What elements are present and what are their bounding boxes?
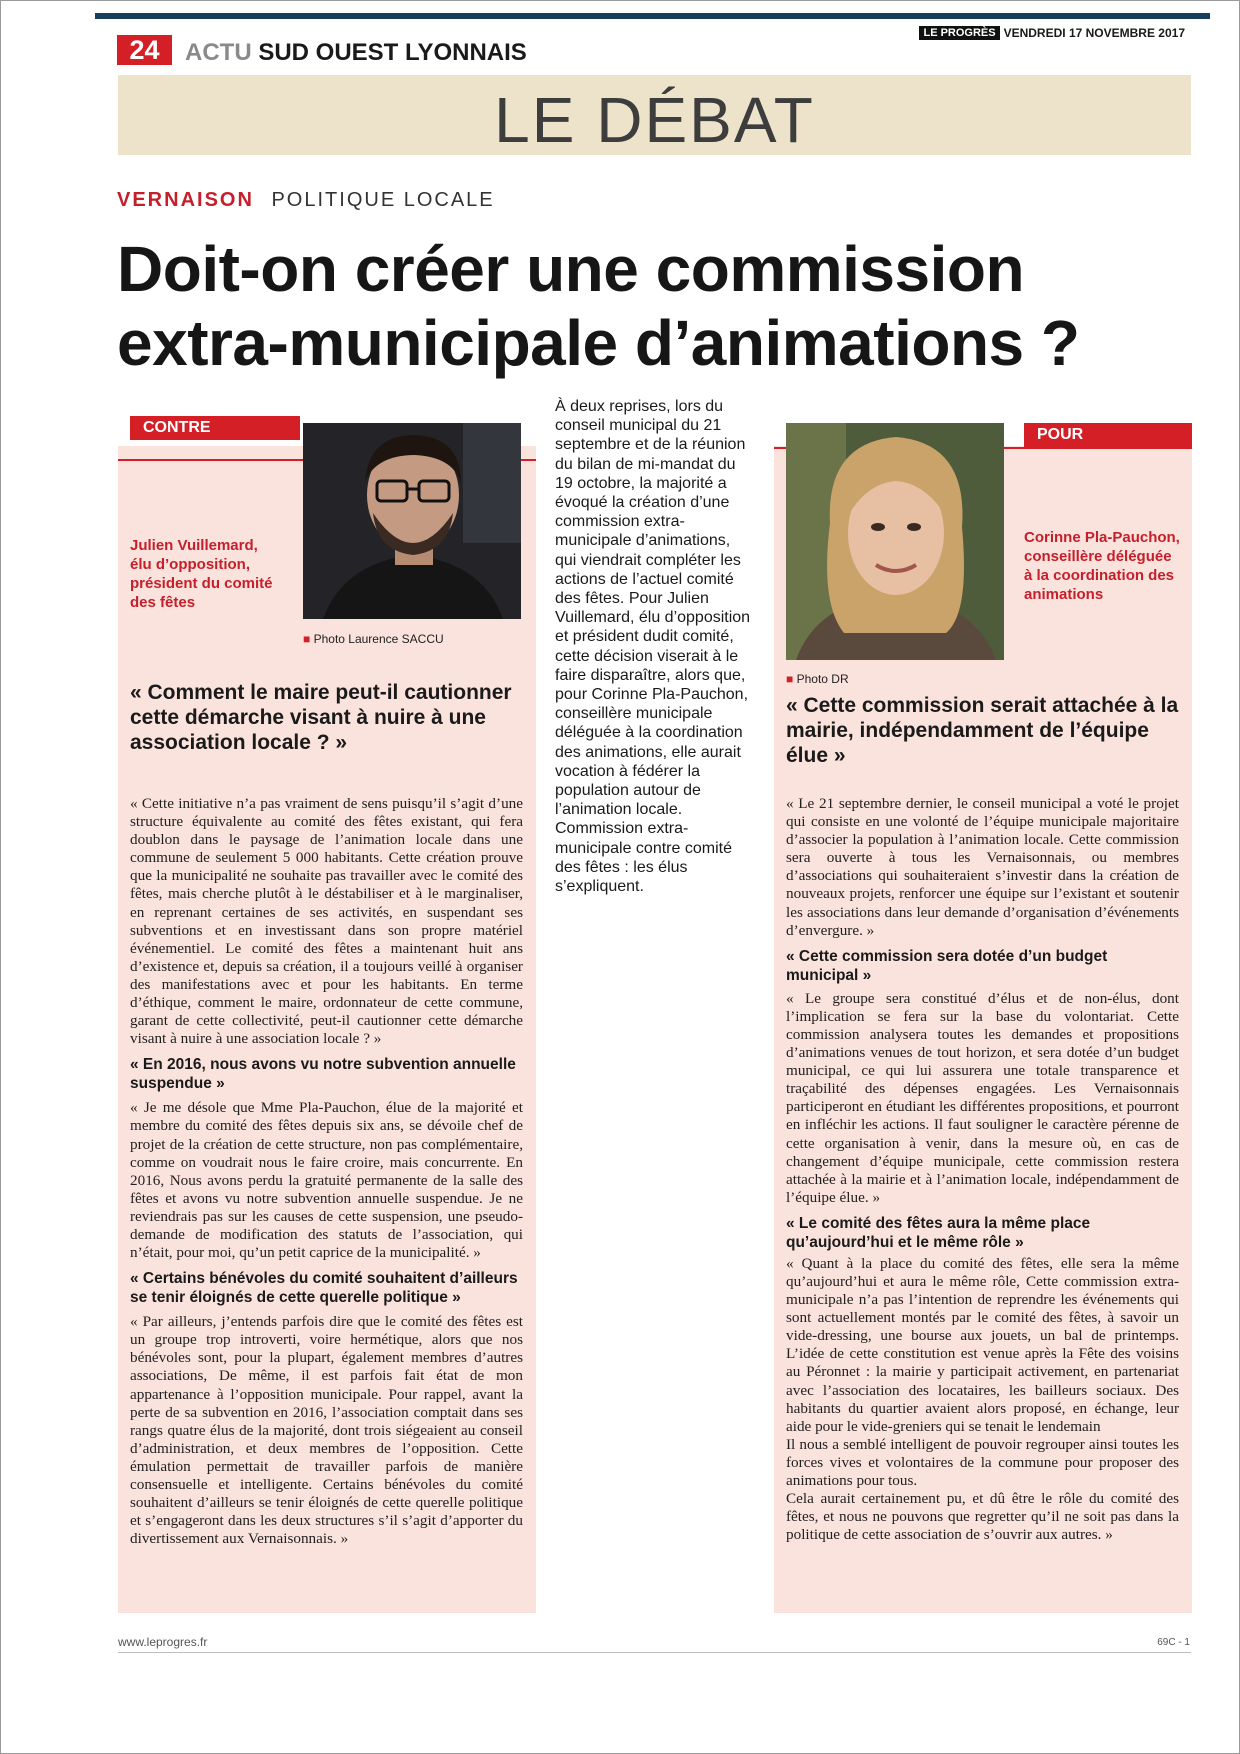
top-rule	[95, 13, 1210, 19]
kicker-place: VERNAISON	[117, 189, 254, 211]
section-header	[185, 38, 527, 68]
contre-subhead-2: « Certains bénévoles du comité souhaitent d’ailleurs se tenir éloignés de cette querelle politique »	[130, 1270, 518, 1307]
pour-pull-quote: « Cette commission serait attachée à la mairie, indépendamment de l’équipe élue »	[786, 694, 1179, 767]
headline: Doit-on créer une commission extra-municipale d’animations ?	[117, 233, 1080, 379]
pour-paragraph-5: Cela aurait certainement pu, et dû être le rôle du comité des fêtes, et nous ne pouvons que regretter qu’il ne soit pas dans la politique de cette association de s’ouvrir aux autres. »	[786, 1490, 1179, 1544]
contre-subhead-1: « En 2016, nous avons vu notre subvention annuelle suspendue »	[130, 1056, 516, 1093]
pour-paragraph-3: « Quant à la place du comité des fêtes, elle sera la même qu’aujourd’hui et aura le même rôle, Cette commission extra-municipale n’a pas l’intention de reprendre les événements qui sont actuellement montés par le comité des fêtes, à savoir un vide-dressing, une bourse aux jouets, un bal de printemps. L’idée de cette constitution est venue après la Fête des voisins au Péronnet : la mairie y participait activement, en partenariat avec l’association des locataires, les bailleurs sociaux. Des habitants du quartier avaient alors proposé, en échange, leur aide pour le vide-greniers qui se tenait le lendemain	[786, 1254, 1179, 1435]
portrait-julien-vuillemard	[303, 423, 521, 619]
photo-credit-contre: ■ Photo Laurence SACCU	[303, 632, 444, 646]
footer-rule	[118, 1652, 1191, 1653]
section-muted: ACTU	[185, 39, 252, 66]
photo-credit-contre-text: Photo Laurence SACCU	[313, 632, 444, 646]
pour-paragraph-4: Il nous a semblé intelligent de pouvoir regrouper ainsi toutes les forces vives et volontaires de la commune pour proposer des animations pour tous.	[786, 1435, 1179, 1489]
contre-paragraph-3: « Par ailleurs, j’entends parfois dire que le comité des fêtes est un groupe trop introverti, voire hermétique, alors que nos bénévoles sont, pour la plupart, également membres d’autres associations, De même, il est parfois fait état de mon appartenance à l’opposition municipale. Pour rappel, avant la perte de sa subvention en 2016, l’association comptait dans ses rangs quatre élus de la majorité, dont trois siégeaient au conseil d’administration, et deux membres de l’opposition. Cette émulation permettait de travailler parfois de manière consensuelle et intelligente. Certains bénévoles du comité souhaitent d’ailleurs se tenir éloignés de cette querelle politique et s’engageront dans les deux structures s’il s’agit d’apporter du divertissement aux Vernaisonnais. »	[130, 1313, 523, 1548]
contre-paragraph-1: « Cette initiative n’a pas vraiment de sens puisqu’il s’agit d’une structure équivalente au comité des fêtes existant, qui fera doublon dans le paysage de l’animation locale dans une commune de seulement 5 000 habitants. Cette création prouve que la municipalité ne souhaite pas travailler avec le comité des fêtes, mais cherche plutôt à le déstabiliser et à le marginaliser, en reprenant certaines de ses activités, en suspendant ses subventions et en investissant dans son propre matériel événementiel. Le comité des fêtes a maintenant huit ans d’existence et, depuis sa création, il a toujours veillé à organiser des manifestations avec et pour les habitants. En terme d’éthique, comment le maire, ordonnateur de cette commune, garant de cette collectivité, peut-il cautionner cette démarche visant à nuire à une association locale ? »	[130, 795, 523, 1048]
section-title: SUD OUEST LYONNAIS	[258, 39, 527, 66]
pour-tag: POUR	[1024, 423, 1192, 447]
contre-person: Julien Vuillemard, élu d’opposition, président du comité des fêtes	[130, 537, 273, 611]
pour-subhead-1: « Cette commission sera dotée d’un budget municipal »	[786, 947, 1108, 984]
pour-subhead-2: « Le comité des fêtes aura la même place qu’aujourd’hui et le même rôle »	[786, 1214, 1091, 1251]
intro-text: À deux reprises, lors du conseil municipal du 21 septembre et de la réunion du bilan de mi-mandat du 19 octobre, la majorité a évoqué la création d’une commission extra-municipale d’animations, qui viendrait compléter les actions de l’actuel comité des fêtes. Pour Julien Vuillemard, élu d’opposition et président dudit comité, cette décision viserait à le faire disparaître, alors que, pour Corinne Pla-Pauchon, conseillère municipale déléguée à la coordination des animations, elle aurait vocation à fédérer la population autour de l’animation locale. Commission extra-municipale contre comité des fêtes : les élus s’expliquent.	[555, 398, 751, 896]
contre-body	[130, 795, 523, 1548]
photo-credit-pour: ■ Photo DR	[786, 672, 849, 686]
pour-person: Corinne Pla-Pauchon, conseillère déléguée à la coordination des animations	[1024, 529, 1180, 603]
portrait-illustration	[303, 423, 521, 619]
debat-title: LE DÉBAT	[494, 84, 815, 156]
pour-paragraph-1: « Le 21 septembre dernier, le conseil municipal a voté le projet qui consiste en une volonté de l’équipe municipale majoritaire d’associer la population à l’animation locale. Cette commission sera ouverte à tous les Vernaisonnais, ou membres d’associations qui souhaiteraient s’investir dans la création de nouveaux projets, renforcer une équipe sur l’existant et soutenir les associations dans leur demande d’organisation d’événements d’envergure. »	[786, 795, 1179, 939]
issue-date: VENDREDI 17 NOVEMBRE 2017	[1003, 26, 1185, 40]
pour-paragraph-2: « Le groupe sera constitué d’élus et de non-élus, dont l’implication se fera sur la base du volontariat. Cette commission analysera toutes les demandes et propositions d’animations venues de tout horizon, et sera dotée d’un budget municipal, ce qui lui assurera une totale transparence et traçabilité des dépenses engagées. Les Vernaisonnais participeront en étudiant les différentes propositions, et pourront en infléchir les actions. Il faut souligner le caractère pérenne de cette organisation à venir, dans la mesure où, en cas de changement d’équipe municipale, cette commission restera attachée à la mairie et à l’animation locale, indépendamment de l’équipe élue. »	[786, 989, 1179, 1206]
footer-code: 69C - 1	[1157, 1637, 1190, 1648]
contre-paragraph-2: « Je me désole que Mme Pla-Pauchon, élue de la majorité et membre du comité des fêtes depuis six ans, se dévoile chef de projet de la création de cette structure, non pas complémentaire, comme on voudrait nous le faire croire, mais concurrente. En 2016, Nous avons perdu la gratuité permanente de la salle des fêtes et avons vu notre subvention annuelle suspendue. Je ne reviendrais pas sur les causes de cette suspension, une pseudo-demande de modification des statuts de l’association, qui n’était, pour moi, qu’un petit caprice de la municipalité. »	[130, 1099, 523, 1262]
photo-credit-pour-text: Photo DR	[796, 672, 849, 686]
contre-pull-quote: « Comment le maire peut-il cautionner cette démarche visant à nuire à une association locale ? »	[130, 681, 512, 754]
page-number: 24	[117, 35, 172, 65]
masthead	[919, 26, 1185, 40]
kicker	[117, 188, 495, 212]
footer-website[interactable]: www.leprogres.fr	[118, 1635, 208, 1649]
pour-body	[786, 795, 1179, 1544]
portrait-illustration	[786, 423, 1004, 660]
paper-logo: LE PROGRÈS	[919, 26, 999, 40]
contre-tag: CONTRE	[130, 416, 300, 440]
portrait-corinne-pla-pauchon	[786, 423, 1004, 660]
kicker-topic: POLITIQUE LOCALE	[271, 189, 495, 211]
